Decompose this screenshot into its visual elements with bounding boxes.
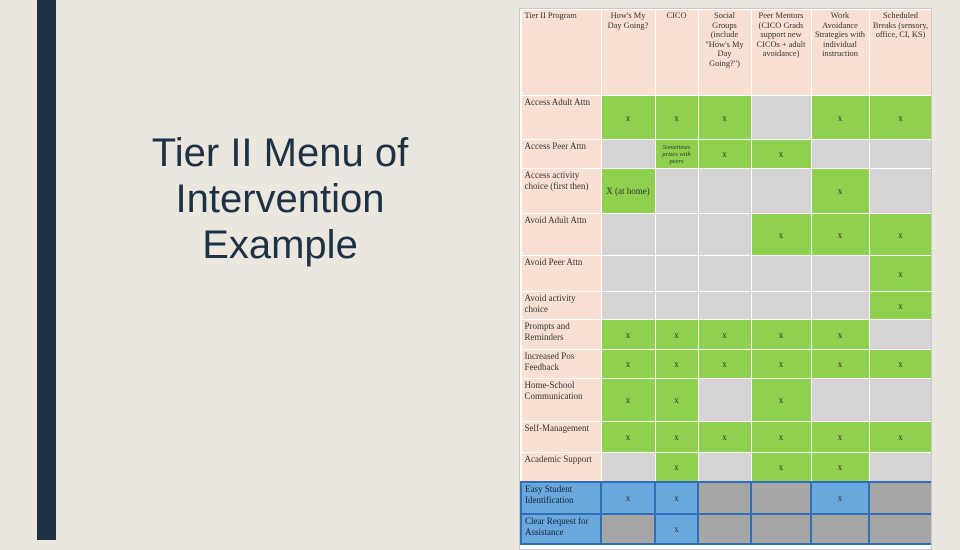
table-cell: x	[601, 379, 655, 422]
table-cell: x	[698, 422, 751, 453]
table-cell: x	[811, 169, 869, 214]
column-header: Social Groups (include "How's My Day Going?")	[698, 10, 751, 96]
table-cell: x	[751, 350, 811, 379]
table-cell	[698, 256, 751, 292]
row-label: Academic Support	[521, 453, 601, 482]
table-cell	[751, 169, 811, 214]
table-cell: x	[869, 292, 932, 320]
table-cell: x	[601, 350, 655, 379]
table-cell	[698, 453, 751, 482]
table-cell: x	[655, 379, 698, 422]
table-cell	[751, 514, 811, 544]
table-row	[521, 256, 932, 292]
table-row	[521, 320, 932, 350]
table-cell: x	[751, 140, 811, 169]
table-cell	[751, 256, 811, 292]
table-cell	[869, 482, 932, 514]
accent-bar	[37, 0, 56, 540]
table-cell	[601, 140, 655, 169]
table-cell	[751, 482, 811, 514]
table-cell: x	[751, 453, 811, 482]
table-cell: x	[869, 256, 932, 292]
intervention-table-image	[519, 8, 932, 550]
table-cell: x	[698, 140, 751, 169]
table-cell: x	[698, 350, 751, 379]
table-cell	[655, 140, 698, 169]
table-cell: x	[811, 320, 869, 350]
row-label: Self-Management	[521, 422, 601, 453]
table-row	[521, 214, 932, 256]
table-cell	[601, 292, 655, 320]
table-cell: x	[751, 214, 811, 256]
intervention-table	[520, 9, 932, 545]
table-cell	[655, 169, 698, 214]
table-cell	[811, 379, 869, 422]
table-cell: x	[655, 514, 698, 544]
table-cell	[698, 214, 751, 256]
table-cell: x	[751, 422, 811, 453]
table-cell	[698, 379, 751, 422]
column-header: Peer Mentors (CICO Grads support new CICOs + adult avoidance)	[751, 10, 811, 96]
title-line: Example	[202, 223, 358, 267]
table-row	[521, 350, 932, 379]
table-cell	[869, 320, 932, 350]
table-cell: x	[811, 214, 869, 256]
column-header: Tier II Program	[521, 10, 601, 96]
table-cell: x	[869, 350, 932, 379]
table-cell: x	[698, 96, 751, 140]
table-cell	[698, 292, 751, 320]
table-row	[521, 96, 932, 140]
table-cell: X (at home)	[601, 169, 655, 214]
table-cell	[811, 514, 869, 544]
row-label: Access Peer Attn	[521, 140, 601, 169]
table-cell: x	[751, 320, 811, 350]
table-cell: x	[811, 453, 869, 482]
table-cell: x	[811, 96, 869, 140]
cell-note: Sometimes prizes with peers	[662, 143, 691, 165]
row-label: Increased Pos Feedback	[521, 350, 601, 379]
table-cell	[655, 214, 698, 256]
table-cell: x	[698, 320, 751, 350]
table-cell	[601, 214, 655, 256]
row-label: Access Adult Attn	[521, 96, 601, 140]
table-cell	[601, 256, 655, 292]
row-label: Access activity choice (first then)	[521, 169, 601, 214]
table-cell: x	[601, 96, 655, 140]
title-line: Intervention	[175, 177, 385, 221]
table-cell: x	[811, 422, 869, 453]
table-cell	[601, 514, 655, 544]
table-cell: x	[655, 422, 698, 453]
table-body	[521, 96, 932, 544]
table-cell	[869, 140, 932, 169]
row-label: Avoid Peer Attn	[521, 256, 601, 292]
table-cell	[601, 453, 655, 482]
table-cell: x	[869, 96, 932, 140]
table-cell	[811, 292, 869, 320]
column-header: Scheduled Breaks (sensory, office, CI, KS)	[869, 10, 932, 96]
table-row	[521, 453, 932, 482]
column-header: Work Avoidance Strategies with individual instruction	[811, 10, 869, 96]
table-cell: x	[751, 379, 811, 422]
table-cell	[698, 482, 751, 514]
row-label: Home-School Communication	[521, 379, 601, 422]
row-label: Prompts and Reminders	[521, 320, 601, 350]
table-cell: x	[601, 482, 655, 514]
row-label: Avoid activity choice	[521, 292, 601, 320]
table-cell	[869, 453, 932, 482]
table-row	[521, 514, 932, 544]
table-cell	[811, 256, 869, 292]
slide-title	[110, 130, 450, 268]
column-header: CICO	[655, 10, 698, 96]
table-cell	[811, 140, 869, 169]
table-row	[521, 292, 932, 320]
table-cell	[655, 256, 698, 292]
table-cell: x	[869, 214, 932, 256]
table-cell: x	[601, 422, 655, 453]
table-cell: x	[869, 422, 932, 453]
column-header: How's My Day Going?	[601, 10, 655, 96]
row-label: Clear Request for Assistance	[521, 514, 601, 544]
table-cell: x	[655, 320, 698, 350]
table-row	[521, 379, 932, 422]
table-cell: x	[601, 320, 655, 350]
table-cell	[698, 169, 751, 214]
table-cell	[655, 292, 698, 320]
table-header-row	[521, 10, 932, 96]
table-cell	[869, 379, 932, 422]
table-row	[521, 140, 932, 169]
table-cell: x	[655, 453, 698, 482]
table-cell: x	[655, 350, 698, 379]
table-row	[521, 422, 932, 453]
table-cell: x	[655, 96, 698, 140]
table-row	[521, 169, 932, 214]
table-cell: x	[811, 482, 869, 514]
row-label: Easy Student Identification	[521, 482, 601, 514]
table-cell	[869, 514, 932, 544]
table-cell: x	[655, 482, 698, 514]
table-cell: x	[811, 350, 869, 379]
table-cell	[869, 169, 932, 214]
table-cell	[751, 96, 811, 140]
table-row	[521, 482, 932, 514]
row-label: Avoid Adult Attn	[521, 214, 601, 256]
table-cell	[751, 292, 811, 320]
title-line: Tier II Menu of	[151, 131, 409, 175]
table-cell	[698, 514, 751, 544]
